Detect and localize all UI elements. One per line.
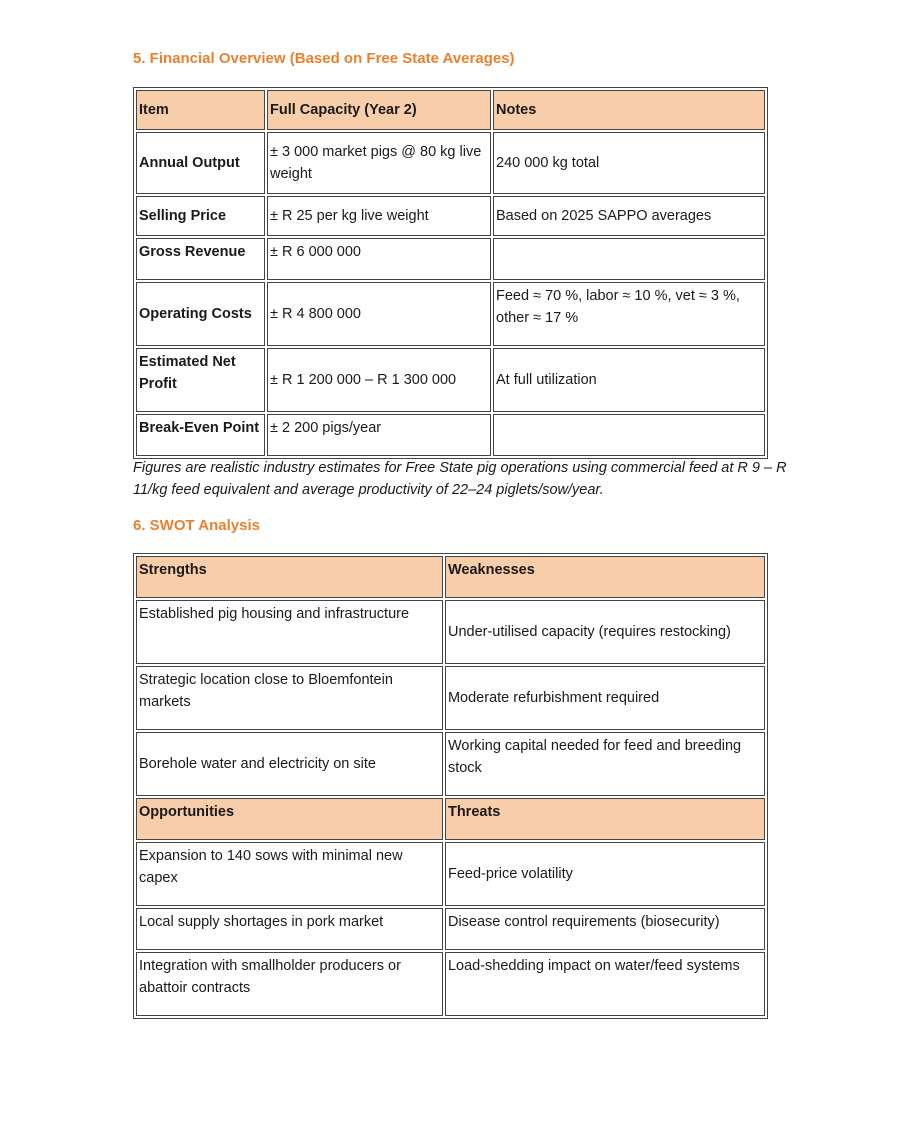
table-row — [136, 414, 765, 456]
row-label: Annual Output — [136, 132, 265, 194]
notes-cell: Based on 2025 SAPPO averages — [493, 196, 765, 236]
notes-cell — [493, 414, 765, 456]
swot-row — [136, 732, 765, 796]
table-row — [136, 238, 765, 280]
notes-cell: Feed ≈ 70 %, labor ≈ 10 %, vet ≈ 3 %, other ≈ 17 % — [493, 282, 765, 346]
table-row — [136, 348, 765, 412]
capacity-cell: ± R 4 800 000 — [267, 282, 491, 346]
table-row — [136, 132, 765, 194]
column-header-notes: Notes — [493, 90, 765, 130]
notes-cell: 240 000 kg total — [493, 132, 765, 194]
capacity-cell: ± R 25 per kg live weight — [267, 196, 491, 236]
weakness-cell: Moderate refurbishment required — [445, 666, 765, 730]
row-label: Operating Costs — [136, 282, 265, 346]
strength-cell: Established pig housing and infrastructure — [136, 600, 443, 664]
financial-overview-table — [133, 87, 768, 459]
swot-row — [136, 842, 765, 906]
capacity-cell: ± 3 000 market pigs @ 80 kg live weight — [267, 132, 491, 194]
column-header-full-capacity: Full Capacity (Year 2) — [267, 90, 491, 130]
swot-row — [136, 600, 765, 664]
threat-cell: Disease control requirements (biosecurity) — [445, 908, 765, 950]
strengths-header: Strengths — [136, 556, 443, 598]
row-label: Gross Revenue — [136, 238, 265, 280]
table-row — [136, 282, 765, 346]
weaknesses-header: Weaknesses — [445, 556, 765, 598]
notes-cell — [493, 238, 765, 280]
opportunity-cell: Integration with smallholder producers or abattoir contracts — [136, 952, 443, 1016]
swot-header-row — [136, 556, 765, 598]
table-header-row — [136, 90, 765, 130]
threat-cell: Load-shedding impact on water/feed systems — [445, 952, 765, 1016]
weakness-cell: Under-utilised capacity (requires restocking) — [445, 600, 765, 664]
strength-cell: Strategic location close to Bloemfontein markets — [136, 666, 443, 730]
swot-table — [133, 553, 768, 1019]
financial-overview-heading: 5. Financial Overview (Based on Free State Averages) — [133, 50, 515, 67]
swot-header-row — [136, 798, 765, 840]
weakness-cell: Working capital needed for feed and breeding stock — [445, 732, 765, 796]
capacity-cell: ± 2 200 pigs/year — [267, 414, 491, 456]
swot-analysis-heading: 6. SWOT Analysis — [133, 517, 260, 534]
threat-cell: Feed-price volatility — [445, 842, 765, 906]
row-label: Estimated Net Profit — [136, 348, 265, 412]
notes-cell: At full utilization — [493, 348, 765, 412]
capacity-cell: ± R 1 200 000 – R 1 300 000 — [267, 348, 491, 412]
table-row — [136, 196, 765, 236]
threats-header: Threats — [445, 798, 765, 840]
opportunity-cell: Local supply shortages in pork market — [136, 908, 443, 950]
financial-footnote: Figures are realistic industry estimates for Free State pig operations using commercial feed at R 9 – R 11/kg feed equivalent and average productivity of 22–24 piglets/sow/year. — [133, 460, 787, 498]
strength-cell: Borehole water and electricity on site — [136, 732, 443, 796]
opportunity-cell: Expansion to 140 sows with minimal new capex — [136, 842, 443, 906]
swot-row — [136, 666, 765, 730]
row-label: Break-Even Point — [136, 414, 265, 456]
row-label: Selling Price — [136, 196, 265, 236]
capacity-cell: ± R 6 000 000 — [267, 238, 491, 280]
swot-row — [136, 952, 765, 1016]
opportunities-header: Opportunities — [136, 798, 443, 840]
swot-row — [136, 908, 765, 950]
column-header-item: Item — [136, 90, 265, 130]
